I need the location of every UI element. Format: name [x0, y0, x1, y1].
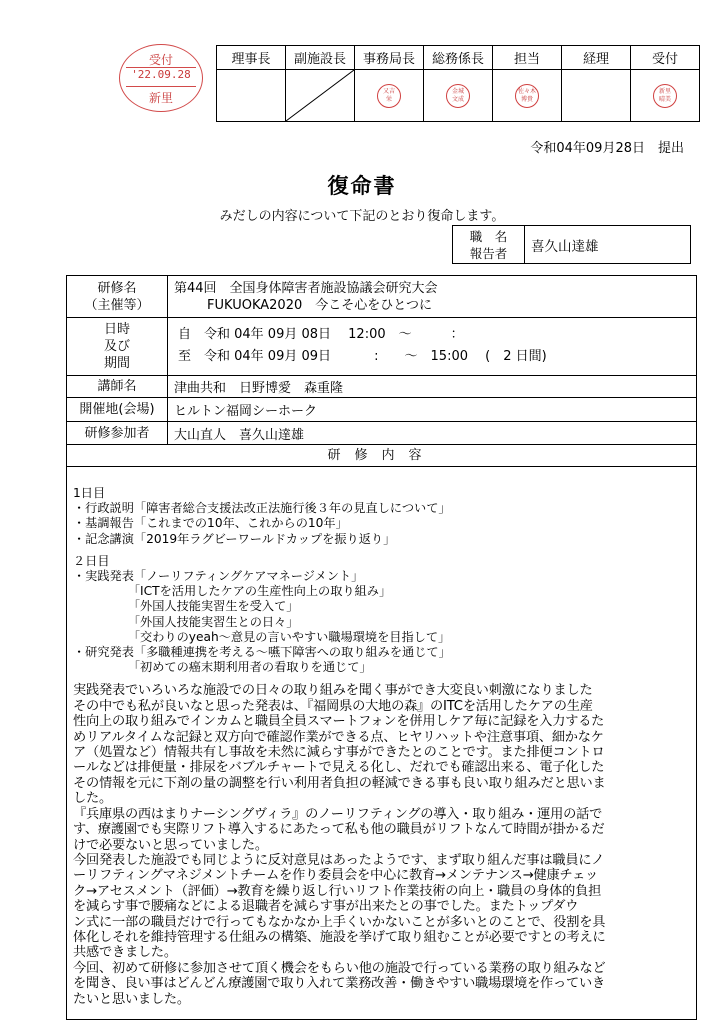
approval-header: 経理 [562, 46, 631, 70]
training-row [67, 276, 696, 318]
approval-cell [493, 70, 562, 122]
period-value [174, 318, 692, 375]
approval-seal: 新里 晴美 [653, 84, 677, 108]
page-title: 復命書 [327, 174, 397, 198]
participants-row [67, 422, 696, 445]
approval-header: 理事長 [217, 46, 286, 70]
venue-label: 開催地(会場) [67, 398, 168, 421]
approval-cell [424, 70, 493, 122]
content-line: ２日目 [73, 553, 110, 568]
stamp-divider [126, 86, 196, 87]
venue-row [67, 398, 696, 422]
approval-cell [631, 70, 700, 122]
paragraph-line: その情報を元に下剤の量の調整を行い利用者負担の軽減できる事も良い取り組みだと思いま [73, 775, 606, 791]
content-line: 1日目 [73, 486, 106, 500]
approval-header: 副施設長 [286, 46, 355, 70]
participants-value: 大山直人 喜久山達雄 [174, 427, 305, 443]
paragraph-line: 今回発表した施設でも同じように反対意見はあったようです、まず取り組んだ事は職員にノ [73, 852, 605, 868]
paragraph-line: 共感できました。 [73, 945, 177, 961]
paragraph-line: を聞き、良い事はどんどん療護園で取り入れて業務改善・働きやすい職場環境を作っていき [73, 976, 605, 992]
paragraph-line: めリアルタイムな記録と双方向で確認作業ができる点、ヒヤリハットや注意事項、細かなケ [73, 729, 604, 745]
training-line1: 第44回 全国身体障害者施設協議会研究大会 [174, 281, 438, 296]
approval-header: 受付 [631, 46, 700, 70]
approval-seal: 又吉 栄 [377, 84, 401, 108]
content-line: 「外国人技能実習生との日々」 [73, 614, 299, 629]
receipt-stamp-date: '22.09.28 [131, 68, 191, 81]
paragraph-line: ールなどは排便量・排尿をバブルチャートで見える化し、だれでも確認出来る、電子化した [73, 760, 605, 776]
content-line: 「初めての癌末期利用者の看取りを通じて」 [73, 660, 372, 675]
paragraph-line: 今回、初めて研修に参加させて頂く機会をもらい他の施設で行っている業務の取り組みなど [73, 960, 606, 976]
venue-value: ヒルトン福岡シーホーク [174, 404, 318, 419]
content-line: 「交わりのyeah～意見の言いやすい職場環境を目指して」 [73, 629, 451, 644]
lecturer-row [67, 376, 696, 398]
paragraph-line: す、療護園でも実際リフト導入するにあたって私も他の職員がリフトなんて時間が掛かるだ [73, 822, 605, 838]
lecturer-label: 講師名 [67, 376, 168, 397]
approval-header: 事務局長 [355, 46, 424, 70]
receipt-stamp [119, 44, 203, 112]
page-subtitle: みだしの内容について下記のとおり復命します。 [219, 209, 505, 224]
approval-seal: 金城 文成 [446, 84, 470, 108]
report-form [66, 275, 697, 1020]
content-line: ・基調報告「これまでの10年、これからの10年」 [73, 516, 348, 531]
reporter-value: 喜久山達雄 [525, 226, 691, 264]
training-value [174, 276, 692, 317]
reporter-name-label: 報告者 [469, 245, 508, 261]
receipt-stamp-name: 新里 [148, 91, 173, 105]
paragraph-line: ーリフティングマネジメントチームを作り委員会を中心に教育→メンテナンス→健康チェッ [73, 868, 599, 884]
training-content [73, 486, 688, 1007]
content-line: ・記念講演「2019年ラグビーワールドカップを振り返り」 [73, 531, 396, 546]
content-line: ・研究発表「多職種連携を考える～嚥下障害への取り組みを通じて」 [73, 645, 451, 660]
approval-table [216, 45, 700, 122]
paragraph-line: その中でも私が良いなと思った発表は、『福岡県の大地の森』のITCを活用したケアの生産 [73, 698, 593, 714]
period-row [67, 318, 696, 376]
content-line: ・実践発表「ノーリフティングケアマネージメント」 [73, 569, 364, 584]
paragraph-line: した。 [73, 791, 112, 807]
paragraph-line: けで必要ないと思っていました。 [73, 837, 268, 853]
paragraph-line: 実践発表でいろいろな施設での日々の取り組みを聞く事ができ大変良い刺激になりました [73, 683, 593, 699]
reporter-labels [453, 226, 525, 264]
paragraph-line: たいと思いました。 [73, 991, 190, 1007]
section-header: 研修内容 [67, 445, 696, 467]
paragraph-line: 『兵庫県の西はまりナーシングヴィラ』のノーリフティングの導入・取り組み・運用の話で [73, 806, 603, 822]
approval-cell-empty [562, 70, 631, 122]
reporter-title-label: 職 名 [469, 228, 508, 244]
paragraph-line: を減らす事で腰痛などによる退職者を減らす事が出来たとの事でした。またトップダウ [73, 899, 579, 915]
content-line: 「外国人技能実習生を受入て」 [73, 599, 299, 614]
approval-header: 総務係長 [424, 46, 493, 70]
receipt-stamp-label: 受付 [148, 53, 173, 67]
approval-cell-empty [217, 70, 286, 122]
paragraph-line: ア（処置など）情報共有し事故を未然に減らす事ができたとのことです。また排便コントロ [73, 745, 605, 761]
submission-date: 令和04年09月28日 提出 [530, 141, 684, 156]
approval-cell [355, 70, 424, 122]
reporter-box [452, 225, 691, 264]
approval-header: 担当 [493, 46, 562, 70]
training-line2: FUKUOKA2020 今こそ心をひとつに [174, 298, 432, 313]
lecturer-value: 津曲共和 日野博愛 森重隆 [174, 381, 344, 396]
paragraph-line: 体化しそれを維持管理する仕組みの構築、施設を挙げて取り組むことが必要ですとの考えに [73, 929, 606, 945]
approval-seal: 佐々木 博貴 [515, 84, 539, 108]
content-gap [73, 547, 688, 554]
content-line: 「ICTを活用したケアの生産性向上の取り組み」 [73, 584, 392, 599]
approval-cell-struck [286, 70, 355, 122]
content-line: ・行政説明「障害者総合支援法改正法施行後３年の見直しについて」 [73, 501, 451, 516]
period-label: 日時 及び 期間 [67, 318, 168, 375]
training-label: 研修名 （主催等） [67, 276, 168, 317]
paragraph-line: ク→アセスメント（評価）→教育を繰り返し行いリフト作業技術の向上・職員の身体的負担 [73, 883, 602, 899]
report-paragraph [73, 683, 688, 1007]
paragraph-line: ン式に一部の職員だけで行ってもなかなか上手くいかないことが多いとのことで、役割を具 [73, 914, 606, 930]
period-from: 自 令和 04年 09月 08日 12:00 ～ ： [178, 327, 464, 342]
participants-label: 研修参加者 [67, 422, 168, 444]
strike-line [286, 70, 354, 121]
period-to: 至 令和 04年 09月 09日 : ～ 15:00 ( 2 日間) [178, 349, 547, 364]
paragraph-line: 性向上の取り組みでインカムと職員全員スマートフォンを併用しケア毎に記録を入力するた [73, 714, 605, 730]
